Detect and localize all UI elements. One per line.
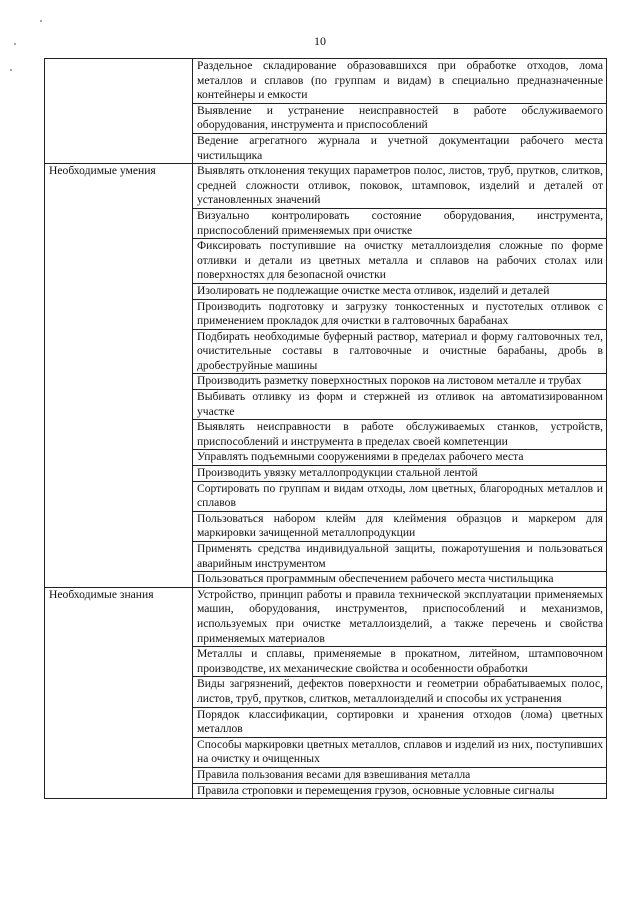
section-label: Необходимые знания (45, 587, 193, 798)
table-cell-item: Производить разметку поверхностных пороков на листовом металле и трубах (193, 374, 607, 390)
table-cell-item: Виды загрязнений, дефектов поверхности и геометрии обрабатываемых полос, листов, труб, прутков, слитков, металлоизделий и способы их устранения (193, 677, 607, 707)
table-cell-item: Визуально контролировать состояние оборудования, инструмента, приспособлений применяемых при очистке (193, 208, 607, 238)
competency-table (44, 58, 607, 799)
table-cell-item: Применять средства индивидуальной защиты, пожаротушения и пользоваться аварийным инструментом (193, 542, 607, 572)
section-label: Необходимые умения (45, 164, 193, 588)
table-cell-item: Выявлять отклонения текущих параметров полос, листов, труб, прутков, слитков, средней сложности отливок, поковок, штамповок, изделий и деталей от установленных значений (193, 164, 607, 209)
section-label-empty (45, 59, 193, 164)
table-cell-item: Правила строповки и перемещения грузов, основные условные сигналы (193, 783, 607, 799)
table-cell-item: Производить увязку металлопродукции стальной лентой (193, 466, 607, 482)
page-number: 10 (314, 34, 326, 48)
table-cell-item: Способы маркировки цветных металлов, сплавов и изделий из них, поступивших на очистку и очищенных (193, 737, 607, 767)
table-cell-item: Пользоваться набором клейм для клеймения образцов и маркером для маркировки зачищенной металлопродукции (193, 511, 607, 541)
table-cell-item: Выявлять неисправности в работе обслуживаемых станков, устройств, приспособлений и инструмента в пределах своей компетенции (193, 420, 607, 450)
table-cell-item: Устройство, принцип работы и правила технической эксплуатации применяемых машин, оборудования, инструментов, приспособлений и механизмов, используемых при очистке металлоизделий, а также перечень и свойства применяемых материалов (193, 587, 607, 646)
table-row (45, 164, 607, 209)
scan-speck (10, 69, 12, 71)
table-cell-item: Порядок классификации, сортировки и хранения отходов (лома) цветных металлов (193, 707, 607, 737)
table-cell-item: Сортировать по группам и видам отходы, лом цветных, благородных металлов и сплавов (193, 481, 607, 511)
table-cell-item: Металлы и сплавы, применяемые в прокатном, литейном, штамповочном производстве, их механические свойства и особенности обработки (193, 647, 607, 677)
scan-speck (40, 20, 42, 22)
table-cell-item: Выявление и устранение неисправностей в работе обслуживаемого оборудования, инструмента и приспособлений (193, 103, 607, 133)
table-cell-item: Производить подготовку и загрузку тонкостенных и пустотелых отливок с применением прокладок для очистки в галтовочных барабанах (193, 299, 607, 329)
table-cell-item: Правила пользования весами для взвешивания металла (193, 767, 607, 783)
table-row (45, 587, 607, 646)
table-cell-item: Выбивать отливку из форм и стержней из отливок на автоматизированном участке (193, 390, 607, 420)
table-cell-item: Управлять подъемными сооружениями в пределах рабочего места (193, 450, 607, 466)
table-cell-item: Ведение агрегатного журнала и учетной документации рабочего места чистильщика (193, 133, 607, 163)
table-row (45, 59, 607, 104)
table-cell-item: Фиксировать поступившие на очистку металлоизделия сложные по форме отливки и детали из цветных металла и сплавов на рабочих столах или поверхностях для безопасной очистки (193, 239, 607, 284)
table-cell-item: Пользоваться программным обеспечением рабочего места чистильщика (193, 572, 607, 588)
table-cell-item: Изолировать не подлежащие очистке места отливок, изделий и деталей (193, 283, 607, 299)
table-cell-item: Подбирать необходимые буферный раствор, материал и форму галтовочных тел, очистительные составы в галтовочные и очистные барабаны, дробь в дробеструйные машины (193, 329, 607, 374)
table-cell-item: Раздельное складирование образовавшихся при обработке отходов, лома металлов и сплавов (по группам и видам) в специально предназначенные контейнеры и емкости (193, 59, 607, 104)
